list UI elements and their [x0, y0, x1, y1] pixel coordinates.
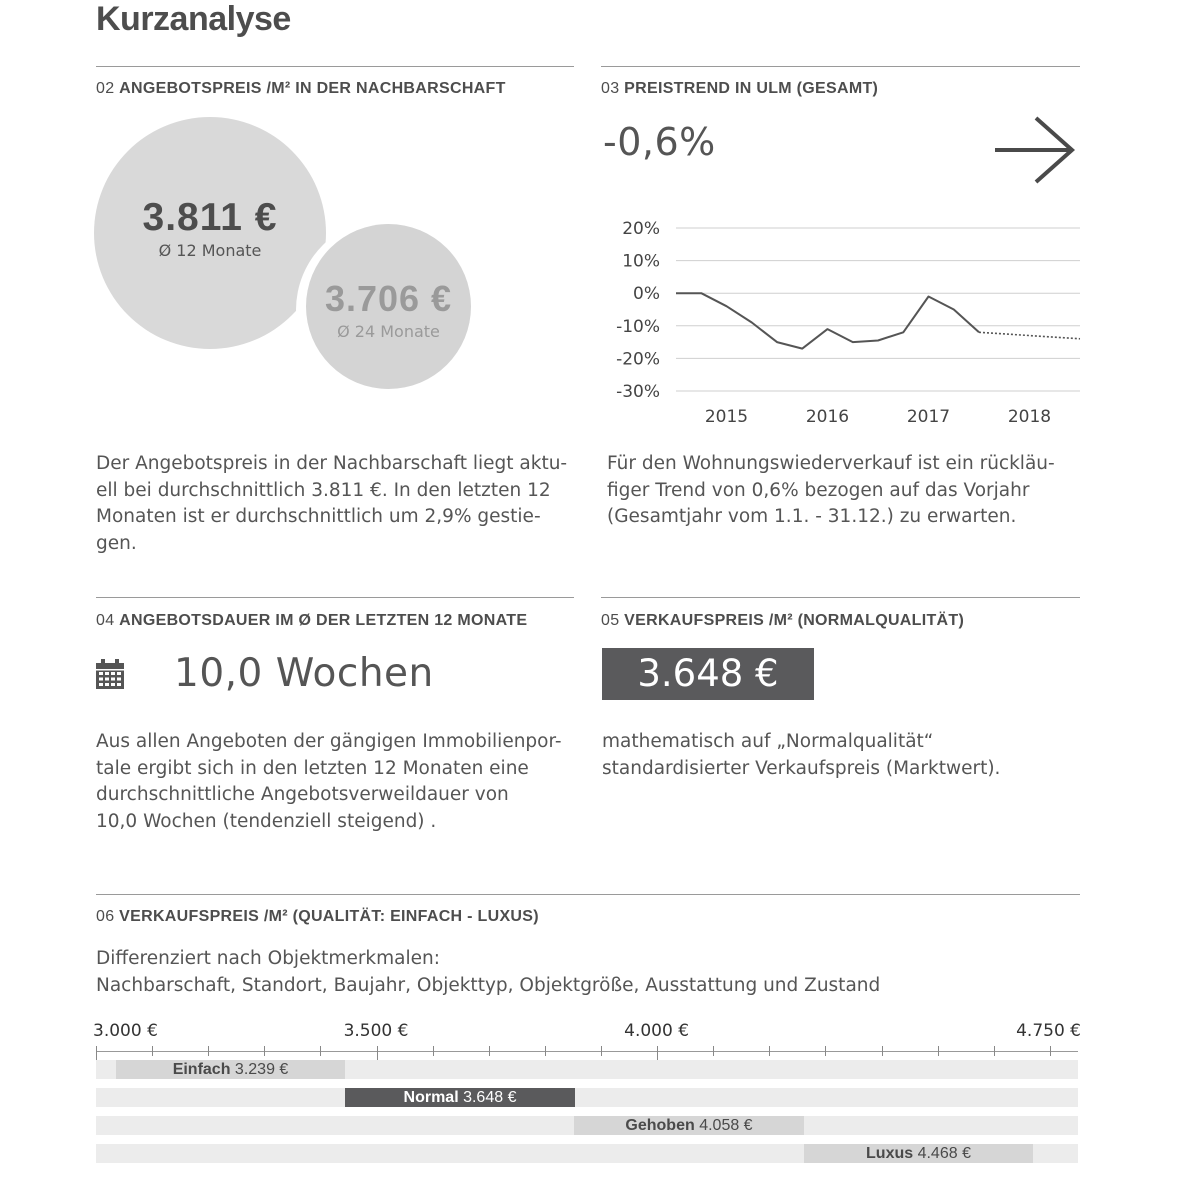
- calendar-icon: [95, 659, 125, 690]
- forecast-series-line: [979, 332, 1080, 339]
- bar-value-label: 3.648 €: [458, 1089, 517, 1106]
- x-tick-label: 3.000 €: [93, 1021, 158, 1041]
- y-tick-label: -20%: [616, 349, 660, 370]
- bar-name-label: Normal: [403, 1089, 459, 1106]
- x-axis-tick: [96, 1046, 97, 1061]
- section-number: 04: [96, 612, 115, 629]
- quality-bar-einfach: [116, 1060, 345, 1079]
- x-tick-label: 2016: [805, 407, 850, 427]
- x-axis-tick: [994, 1046, 995, 1056]
- x-axis-tick: [713, 1046, 714, 1056]
- quality-bar-normal: [345, 1088, 575, 1107]
- section-label: VERKAUFSPREIS /M² (NORMALQUALITÄT): [624, 612, 965, 629]
- section-divider: [601, 597, 1080, 598]
- y-tick-label: 20%: [622, 219, 660, 239]
- x-axis-tick: [545, 1046, 546, 1056]
- section-04-text: Aus allen Angeboten der gängigen Immobilienpor- tale ergibt sich in den letzten 12 Monaten eine durchschnittliche Angebotsverweildauer von 10,0 Wochen (tendenziell steigend) .: [96, 731, 562, 832]
- x-axis-tick: [377, 1046, 378, 1061]
- bar-value-label: 4.468 €: [913, 1145, 971, 1162]
- x-axis-tick: [320, 1046, 321, 1056]
- bar-name-label: Einfach: [172, 1061, 231, 1078]
- y-tick-label: -30%: [616, 382, 660, 402]
- section-05-heading: [601, 612, 964, 630]
- x-axis-tick: [769, 1046, 770, 1056]
- bar-name-label: Luxus: [866, 1145, 914, 1162]
- bar-value-label: 4.058 €: [694, 1117, 753, 1134]
- section-03-text: Für den Wohnungswiederverkauf ist ein rückläu- figer Trend von 0,6% bezogen auf das Vorjahr (Gesamtjahr vom 1.1. - 31.12.) zu erwarten.: [607, 453, 1055, 527]
- avg-24-months-value: 3.706 €: [324, 278, 453, 319]
- y-tick-label: -10%: [616, 316, 660, 337]
- avg-24-months-label: Ø 24 Monate: [337, 322, 440, 341]
- x-axis-tick: [882, 1046, 883, 1056]
- x-tick-label: 4.000 €: [624, 1021, 690, 1041]
- x-tick-label: 2017: [906, 407, 951, 427]
- section-number: 06: [96, 908, 115, 925]
- x-axis-tick: [938, 1046, 939, 1056]
- section-label: ANGEBOTSPREIS /M² IN DER NACHBARSCHAFT: [119, 80, 506, 97]
- y-tick-label: 0%: [633, 284, 660, 305]
- normal-quality-price: 3.648 €: [602, 648, 814, 700]
- avg-12-months-label: Ø 12 Monate: [158, 241, 262, 260]
- bar-track: [96, 1088, 1078, 1107]
- section-label: PREISTREND IN ULM (GESAMT): [624, 80, 879, 97]
- section-06-heading: [96, 908, 539, 926]
- x-axis-tick: [264, 1046, 265, 1056]
- section-number: 02: [96, 80, 115, 97]
- section-label: VERKAUFSPREIS /M² (QUALITÄT: EINFACH - LUXUS): [119, 908, 539, 925]
- x-axis-tick: [208, 1046, 209, 1056]
- bar-name-label: Gehoben: [625, 1117, 695, 1134]
- x-tick-label: 3.500 €: [343, 1021, 409, 1041]
- section-06-text: Differenziert nach Objektmerkmalen: Nachbarschaft, Standort, Baujahr, Objekttyp, Objektgröße, Ausstattung und Zustand: [96, 948, 881, 996]
- arrow-right-icon: [992, 114, 1078, 186]
- trend-series-line: [676, 293, 979, 348]
- section-02-heading: [96, 80, 506, 98]
- section-divider: [96, 66, 574, 67]
- bar-value-label: 3.239 €: [230, 1061, 289, 1078]
- offer-duration-value: 10,0 Wochen: [174, 651, 434, 696]
- quality-bar-luxus: [804, 1144, 1033, 1163]
- price-trend-chart: [600, 210, 1084, 432]
- x-axis-tick: [1050, 1046, 1051, 1056]
- y-tick-label: 10%: [622, 251, 660, 272]
- page-title: Kurzanalyse: [96, 0, 291, 38]
- section-divider: [96, 597, 574, 598]
- section-number: 05: [601, 612, 620, 629]
- section-03-heading: [601, 80, 878, 98]
- quality-price-range-chart: [0, 1018, 1200, 1168]
- avg-12-months-value: 3.811 €: [142, 196, 278, 239]
- section-04-heading: [96, 612, 527, 630]
- x-axis-tick: [601, 1046, 602, 1056]
- x-axis-tick: [489, 1046, 490, 1056]
- quality-bar-gehoben: [574, 1116, 804, 1135]
- x-tick-label: 2018: [1007, 407, 1052, 427]
- section-divider: [601, 66, 1080, 67]
- trend-value: -0,6%: [603, 120, 716, 164]
- section-02-text: Der Angebotspreis in der Nachbarschaft liegt aktu- ell bei durchschnittlich 3.811 €. In den letzten 12 Monaten ist er durchschnittlich um 2,9% gestie- gen.: [96, 453, 568, 554]
- section-divider: [96, 894, 1080, 895]
- x-axis-tick: [825, 1046, 826, 1056]
- x-axis-tick: [433, 1046, 434, 1056]
- section-05-text: mathematisch auf „Normalqualität“ standardisierter Verkaufspreis (Marktwert).: [602, 731, 1001, 779]
- x-axis-line: [96, 1051, 1078, 1052]
- section-number: 03: [601, 80, 620, 97]
- section-label: ANGEBOTSDAUER IM Ø DER LETZTEN 12 MONATE: [119, 612, 528, 629]
- x-tick-label: 4.750 €: [1016, 1021, 1081, 1041]
- x-axis-tick: [152, 1046, 153, 1056]
- x-tick-label: 2015: [704, 407, 749, 427]
- x-axis-tick: [657, 1046, 658, 1061]
